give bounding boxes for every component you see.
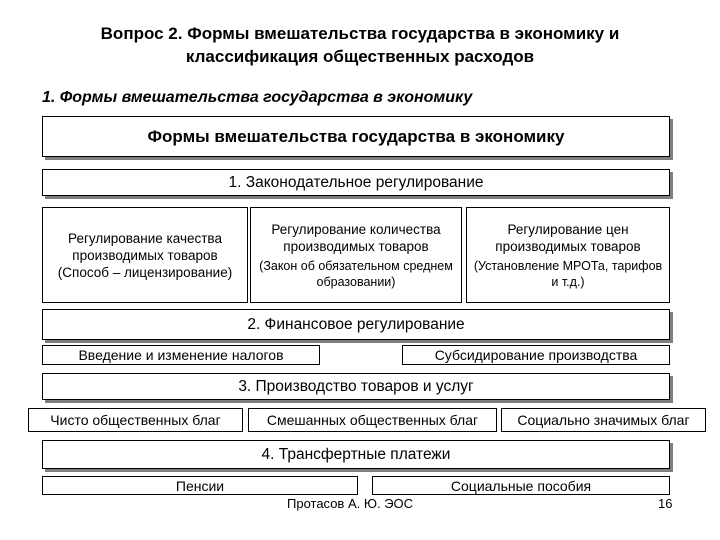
quantity-regulation-box	[250, 207, 462, 303]
socially-significant-goods-label: Социально значимых благ	[517, 412, 690, 428]
diagram-header-label: Формы вмешательства государства в экономику	[147, 126, 565, 146]
price-regulation-box	[466, 207, 670, 303]
quality-regulation-text: Регулирование качества производимых товаров (Способ – лицензирование)	[57, 230, 233, 280]
slide-title-line-2: классификация общественных расходов	[185, 47, 535, 66]
legislative-regulation-box	[42, 169, 670, 196]
section-subtitle: 1. Формы вмешательства государства в экономику	[42, 89, 473, 106]
social-benefits-box	[372, 476, 670, 495]
price-regulation-text: Регулирование цен производимых товаров	[495, 221, 641, 254]
socially-significant-goods-box	[501, 408, 706, 432]
mixed-public-goods-label: Смешанных общественных благ	[266, 412, 479, 428]
page-number: 16	[658, 496, 673, 511]
taxes-box	[42, 345, 320, 365]
quality-regulation-box	[42, 207, 248, 303]
quantity-regulation-text: Регулирование количества производимых товаров	[271, 221, 441, 254]
slide-title	[40, 22, 680, 68]
price-regulation-note: (Установление МРОТа, тарифов и т.д.)	[473, 258, 663, 289]
pure-public-goods-box	[28, 408, 243, 432]
production-label: 3. Производство товаров и услуг	[238, 377, 474, 395]
social-benefits-label: Социальные пособия	[450, 477, 592, 494]
slide-title-line-1: Вопрос 2. Формы вмешательства государства в экономику и	[100, 24, 620, 43]
pensions-box	[42, 476, 358, 495]
mixed-public-goods-box	[248, 408, 497, 432]
taxes-label: Введение и изменение налогов	[78, 347, 284, 363]
transfer-payments-label: 4. Трансфертные платежи	[261, 445, 451, 463]
subsidies-label: Субсидирование производства	[434, 347, 638, 363]
diagram-header-box	[42, 116, 670, 157]
quantity-regulation-note: (Закон об обязательном среднем образовании)	[259, 258, 453, 289]
footer-author: Протасов А. Ю. ЭОС	[287, 496, 414, 511]
financial-regulation-box	[42, 309, 670, 340]
pure-public-goods-label: Чисто общественных благ	[50, 412, 221, 428]
production-box	[42, 373, 670, 400]
transfer-payments-box	[42, 440, 670, 469]
legislative-regulation-label: 1. Законодательное регулирование	[228, 173, 484, 191]
pensions-label: Пенсии	[175, 477, 225, 494]
financial-regulation-label: 2. Финансовое регулирование	[247, 315, 465, 333]
subsidies-box	[402, 345, 670, 365]
